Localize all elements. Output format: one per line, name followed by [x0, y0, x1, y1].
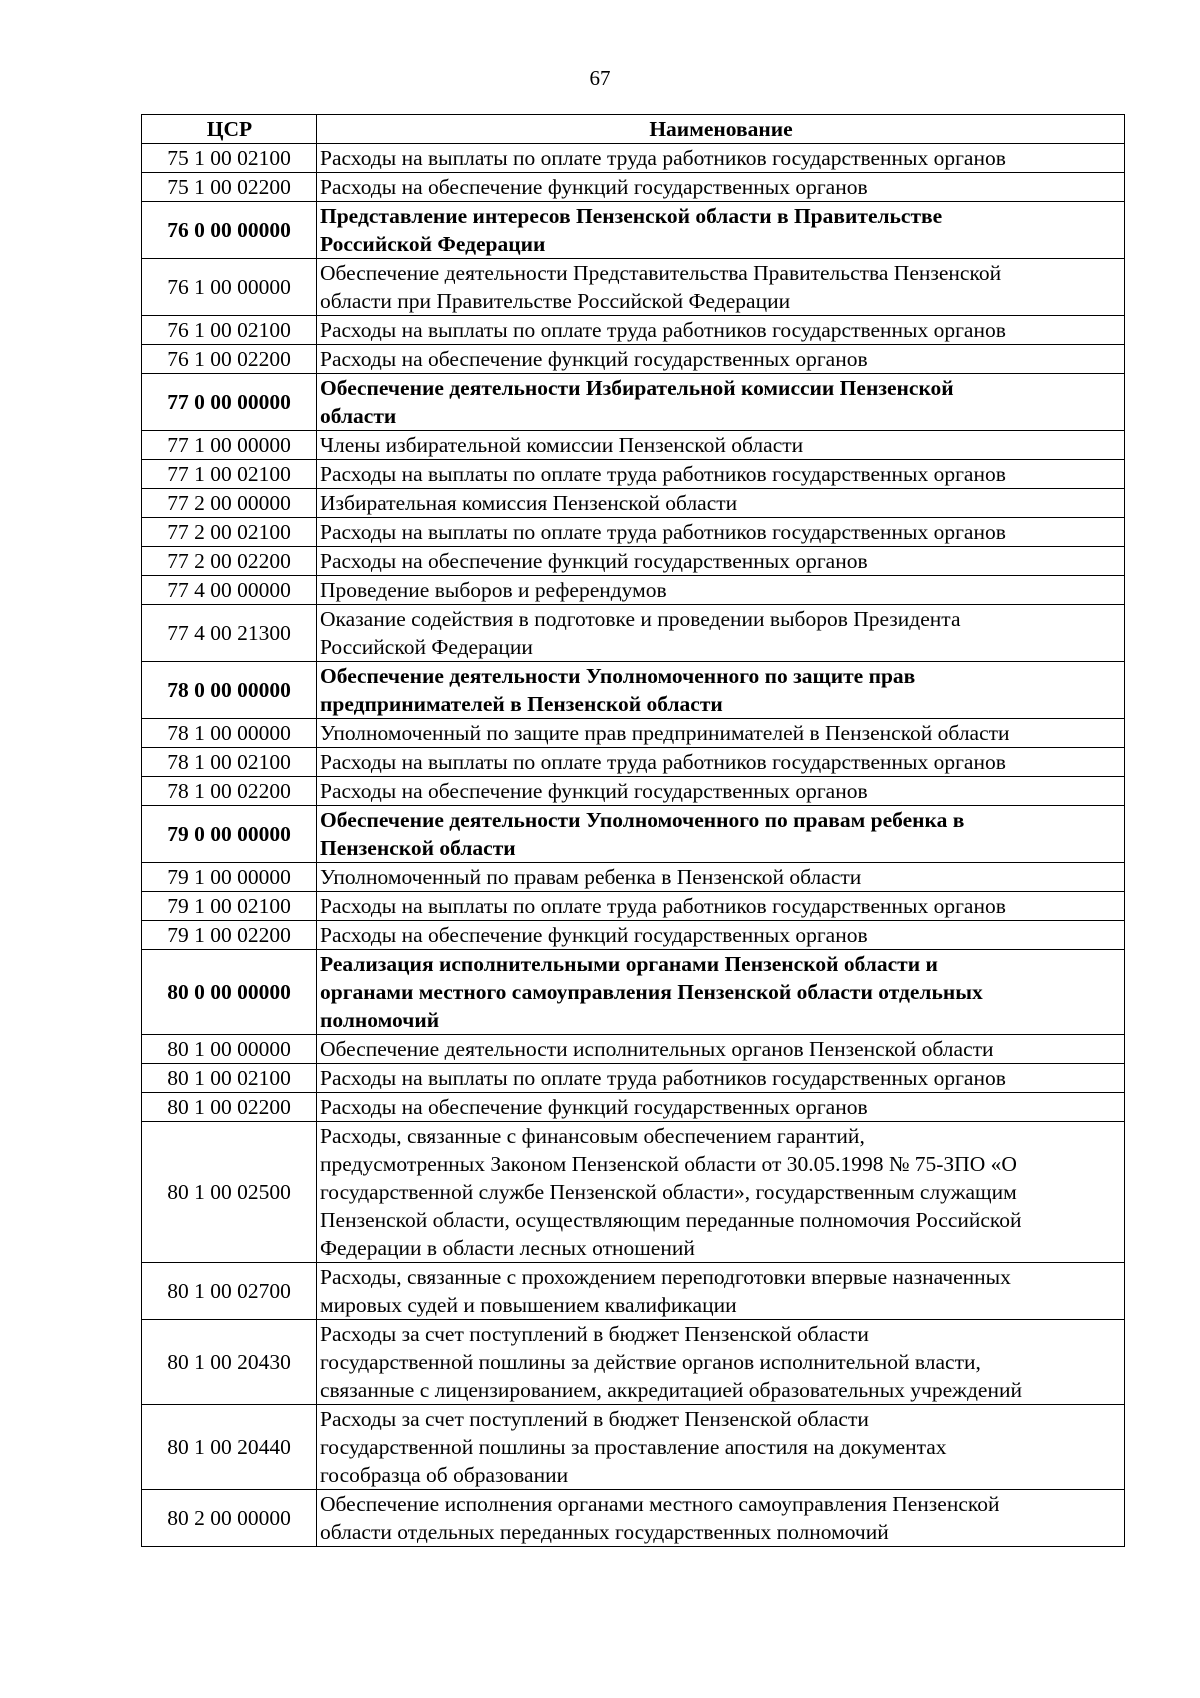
table-row — [142, 921, 1125, 950]
cell-code: 76 1 00 00000 — [142, 259, 317, 316]
cell-name: Расходы на выплаты по оплате труда работников государственных органов — [317, 518, 1125, 547]
cell-code: 77 4 00 21300 — [142, 605, 317, 662]
cell-name: Расходы, связанные с прохождением переподготовки впервые назначенных мировых судей и повышением квалификации — [317, 1263, 1125, 1320]
table-row — [142, 777, 1125, 806]
column-header-name: Наименование — [317, 115, 1125, 144]
table-row — [142, 605, 1125, 662]
cell-name: Оказание содействия в подготовке и проведении выборов Президента Российской Федерации — [317, 605, 1125, 662]
cell-name: Расходы на выплаты по оплате труда работников государственных органов — [317, 460, 1125, 489]
cell-name: Обеспечение деятельности Уполномоченного по защите прав предпринимателей в Пензенской области — [317, 662, 1125, 719]
cell-name: Расходы на выплаты по оплате труда работников государственных органов — [317, 1064, 1125, 1093]
table-row — [142, 144, 1125, 173]
cell-code: 79 1 00 02200 — [142, 921, 317, 950]
budget-classification-table — [141, 114, 1125, 1547]
cell-code: 78 0 00 00000 — [142, 662, 317, 719]
table-row — [142, 345, 1125, 374]
cell-code: 78 1 00 00000 — [142, 719, 317, 748]
table-row — [142, 1263, 1125, 1320]
table-row — [142, 1035, 1125, 1064]
cell-name: Расходы на обеспечение функций государственных органов — [317, 777, 1125, 806]
cell-name: Расходы на обеспечение функций государственных органов — [317, 173, 1125, 202]
cell-code: 75 1 00 02200 — [142, 173, 317, 202]
cell-code: 79 1 00 00000 — [142, 863, 317, 892]
cell-code: 80 1 00 02200 — [142, 1093, 317, 1122]
cell-name: Расходы на выплаты по оплате труда работников государственных органов — [317, 144, 1125, 173]
cell-name: Члены избирательной комиссии Пензенской области — [317, 431, 1125, 460]
cell-code: 77 1 00 00000 — [142, 431, 317, 460]
table-row — [142, 863, 1125, 892]
table-header-row — [142, 115, 1125, 144]
cell-code: 80 1 00 20430 — [142, 1320, 317, 1405]
table-row — [142, 316, 1125, 345]
table-row-section — [142, 202, 1125, 259]
table-row — [142, 1490, 1125, 1547]
cell-name: Уполномоченный по правам ребенка в Пензенской области — [317, 863, 1125, 892]
table-row — [142, 460, 1125, 489]
cell-name: Обеспечение исполнения органами местного самоуправления Пензенской области отдельных переданных государственных полномочий — [317, 1490, 1125, 1547]
cell-name: Обеспечение деятельности Уполномоченного по правам ребенка в Пензенской области — [317, 806, 1125, 863]
cell-code: 76 1 00 02200 — [142, 345, 317, 374]
cell-name: Расходы за счет поступлений в бюджет Пензенской области государственной пошлины за проставление апостиля на документах гособразца об образовании — [317, 1405, 1125, 1490]
table-row — [142, 489, 1125, 518]
cell-code: 80 1 00 02100 — [142, 1064, 317, 1093]
cell-code: 75 1 00 02100 — [142, 144, 317, 173]
cell-code: 77 2 00 02100 — [142, 518, 317, 547]
table-row — [142, 892, 1125, 921]
table-row — [142, 518, 1125, 547]
table-row-section — [142, 806, 1125, 863]
cell-code: 77 1 00 02100 — [142, 460, 317, 489]
cell-name: Расходы на выплаты по оплате труда работников государственных органов — [317, 316, 1125, 345]
table-row-section — [142, 950, 1125, 1035]
cell-code: 79 0 00 00000 — [142, 806, 317, 863]
table-row — [142, 431, 1125, 460]
cell-code: 77 4 00 00000 — [142, 576, 317, 605]
page-number: 67 — [589, 66, 611, 90]
cell-name: Расходы на выплаты по оплате труда работников государственных органов — [317, 748, 1125, 777]
cell-name: Расходы на обеспечение функций государственных органов — [317, 1093, 1125, 1122]
cell-name: Расходы на обеспечение функций государственных органов — [317, 345, 1125, 374]
cell-name: Обеспечение деятельности исполнительных органов Пензенской области — [317, 1035, 1125, 1064]
cell-name: Расходы на обеспечение функций государственных органов — [317, 921, 1125, 950]
table-body — [142, 144, 1125, 1547]
cell-name: Расходы, связанные с финансовым обеспечением гарантий, предусмотренных Законом Пензенской области от 30.05.1998 № 75-ЗПО «О государственной службе Пензенской области», государственным служащим Пензенской области, осуществляющим переданные полномочия Российской Федерации в области лесных отношений — [317, 1122, 1125, 1263]
cell-code: 79 1 00 02100 — [142, 892, 317, 921]
table-row — [142, 259, 1125, 316]
cell-name: Расходы на выплаты по оплате труда работников государственных органов — [317, 892, 1125, 921]
table-row — [142, 1064, 1125, 1093]
cell-code: 77 2 00 02200 — [142, 547, 317, 576]
cell-name: Расходы за счет поступлений в бюджет Пензенской области государственной пошлины за действие органов исполнительной власти, связанные с лицензированием, аккредитацией образовательных учреждений — [317, 1320, 1125, 1405]
table-row — [142, 1320, 1125, 1405]
table-row — [142, 748, 1125, 777]
cell-code: 80 2 00 00000 — [142, 1490, 317, 1547]
cell-name: Уполномоченный по защите прав предпринимателей в Пензенской области — [317, 719, 1125, 748]
cell-code: 80 0 00 00000 — [142, 950, 317, 1035]
table-row — [142, 1093, 1125, 1122]
cell-code: 78 1 00 02100 — [142, 748, 317, 777]
cell-code: 76 1 00 02100 — [142, 316, 317, 345]
cell-name: Расходы на обеспечение функций государственных органов — [317, 547, 1125, 576]
cell-name: Избирательная комиссия Пензенской области — [317, 489, 1125, 518]
cell-code: 80 1 00 20440 — [142, 1405, 317, 1490]
cell-name: Представление интересов Пензенской области в Правительстве Российской Федерации — [317, 202, 1125, 259]
table-row — [142, 1405, 1125, 1490]
cell-name: Реализация исполнительными органами Пензенской области и органами местного самоуправления Пензенской области отдельных полномочий — [317, 950, 1125, 1035]
cell-code: 77 2 00 00000 — [142, 489, 317, 518]
cell-code: 80 1 00 02500 — [142, 1122, 317, 1263]
table-row — [142, 719, 1125, 748]
table-row-section — [142, 374, 1125, 431]
column-header-code: ЦСР — [142, 115, 317, 144]
table-row — [142, 547, 1125, 576]
cell-code: 78 1 00 02200 — [142, 777, 317, 806]
cell-name: Обеспечение деятельности Избирательной комиссии Пензенской области — [317, 374, 1125, 431]
cell-code: 80 1 00 00000 — [142, 1035, 317, 1064]
cell-code: 80 1 00 02700 — [142, 1263, 317, 1320]
cell-name: Проведение выборов и референдумов — [317, 576, 1125, 605]
table-row-section — [142, 662, 1125, 719]
cell-code: 76 0 00 00000 — [142, 202, 317, 259]
table-row — [142, 576, 1125, 605]
cell-code: 77 0 00 00000 — [142, 374, 317, 431]
table-row — [142, 173, 1125, 202]
table-row — [142, 1122, 1125, 1263]
cell-name: Обеспечение деятельности Представительства Правительства Пензенской области при Правительстве Российской Федерации — [317, 259, 1125, 316]
